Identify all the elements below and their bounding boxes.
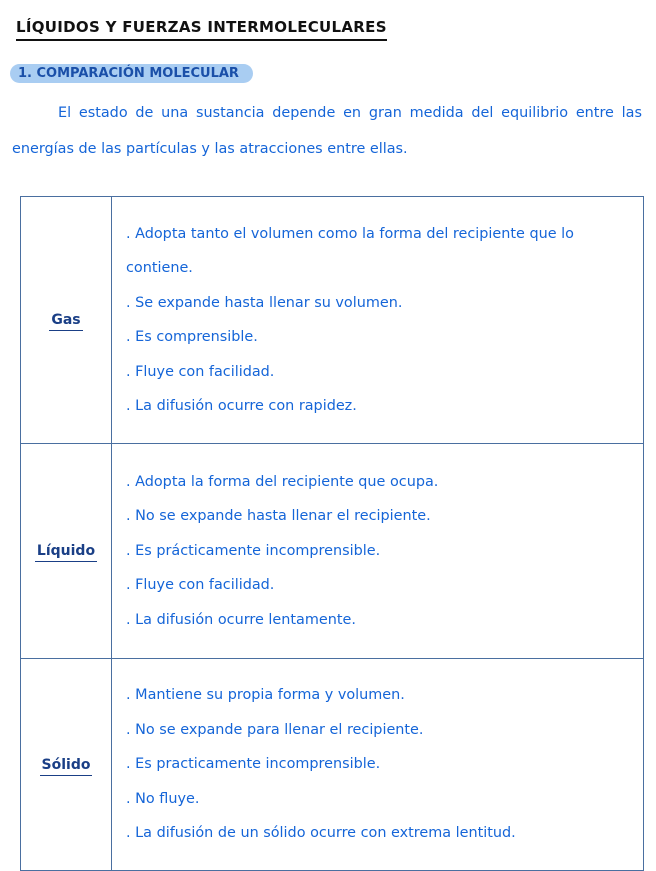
intro-paragraph: El estado de una sustancia depende en gran medida del equilibrio entre las energías de las partículas y las atracciones entre ellas. — [12, 105, 642, 157]
page-title: LÍQUIDOS Y FUERZAS INTERMOLECULARES — [16, 18, 387, 41]
property-item: . La difusión ocurre lentamente. — [126, 603, 635, 638]
property-item: . Adopta la forma del recipiente que ocupa. — [126, 465, 635, 500]
property-item: . No se expande para llenar el recipiente. — [126, 713, 635, 748]
property-item: . Se expande hasta llenar su volumen. — [126, 286, 635, 321]
property-item: . Es prácticamente incomprensible. — [126, 534, 635, 569]
property-item: . La difusión ocurre con rapidez. — [126, 389, 635, 424]
state-name-solid: Sólido — [40, 757, 93, 776]
property-item: . No fluye. — [126, 782, 635, 817]
properties-cell-gas — [112, 197, 644, 444]
properties-cell-liquid — [112, 444, 644, 659]
property-list-gas — [126, 217, 635, 424]
property-item: . Fluye con facilidad. — [126, 355, 635, 390]
property-item: . Es comprensible. — [126, 320, 635, 355]
state-cell-gas — [21, 197, 112, 444]
states-comparison-table — [20, 196, 644, 871]
property-item: . Adopta tanto el volumen como la forma del recipiente que lo contiene. — [126, 217, 635, 286]
state-cell-liquid — [21, 444, 112, 659]
property-item: . La difusión de un sólido ocurre con extrema lentitud. — [126, 816, 635, 851]
table-row-solid — [21, 659, 644, 871]
properties-cell-solid — [112, 659, 644, 871]
property-item: . Fluye con facilidad. — [126, 568, 635, 603]
state-name-gas: Gas — [49, 312, 82, 331]
property-item: . Mantiene su propia forma y volumen. — [126, 678, 635, 713]
property-list-solid — [126, 678, 635, 851]
table-row-gas — [21, 197, 644, 444]
property-item: . No se expande hasta llenar el recipiente. — [126, 499, 635, 534]
section-heading: 1. COMPARACIÓN MOLECULAR — [10, 64, 253, 83]
state-cell-solid — [21, 659, 112, 871]
table-row-liquid — [21, 444, 644, 659]
state-name-liquid: Líquido — [35, 543, 97, 562]
property-item: . Es practicamente incomprensible. — [126, 747, 635, 782]
property-list-liquid — [126, 465, 635, 638]
